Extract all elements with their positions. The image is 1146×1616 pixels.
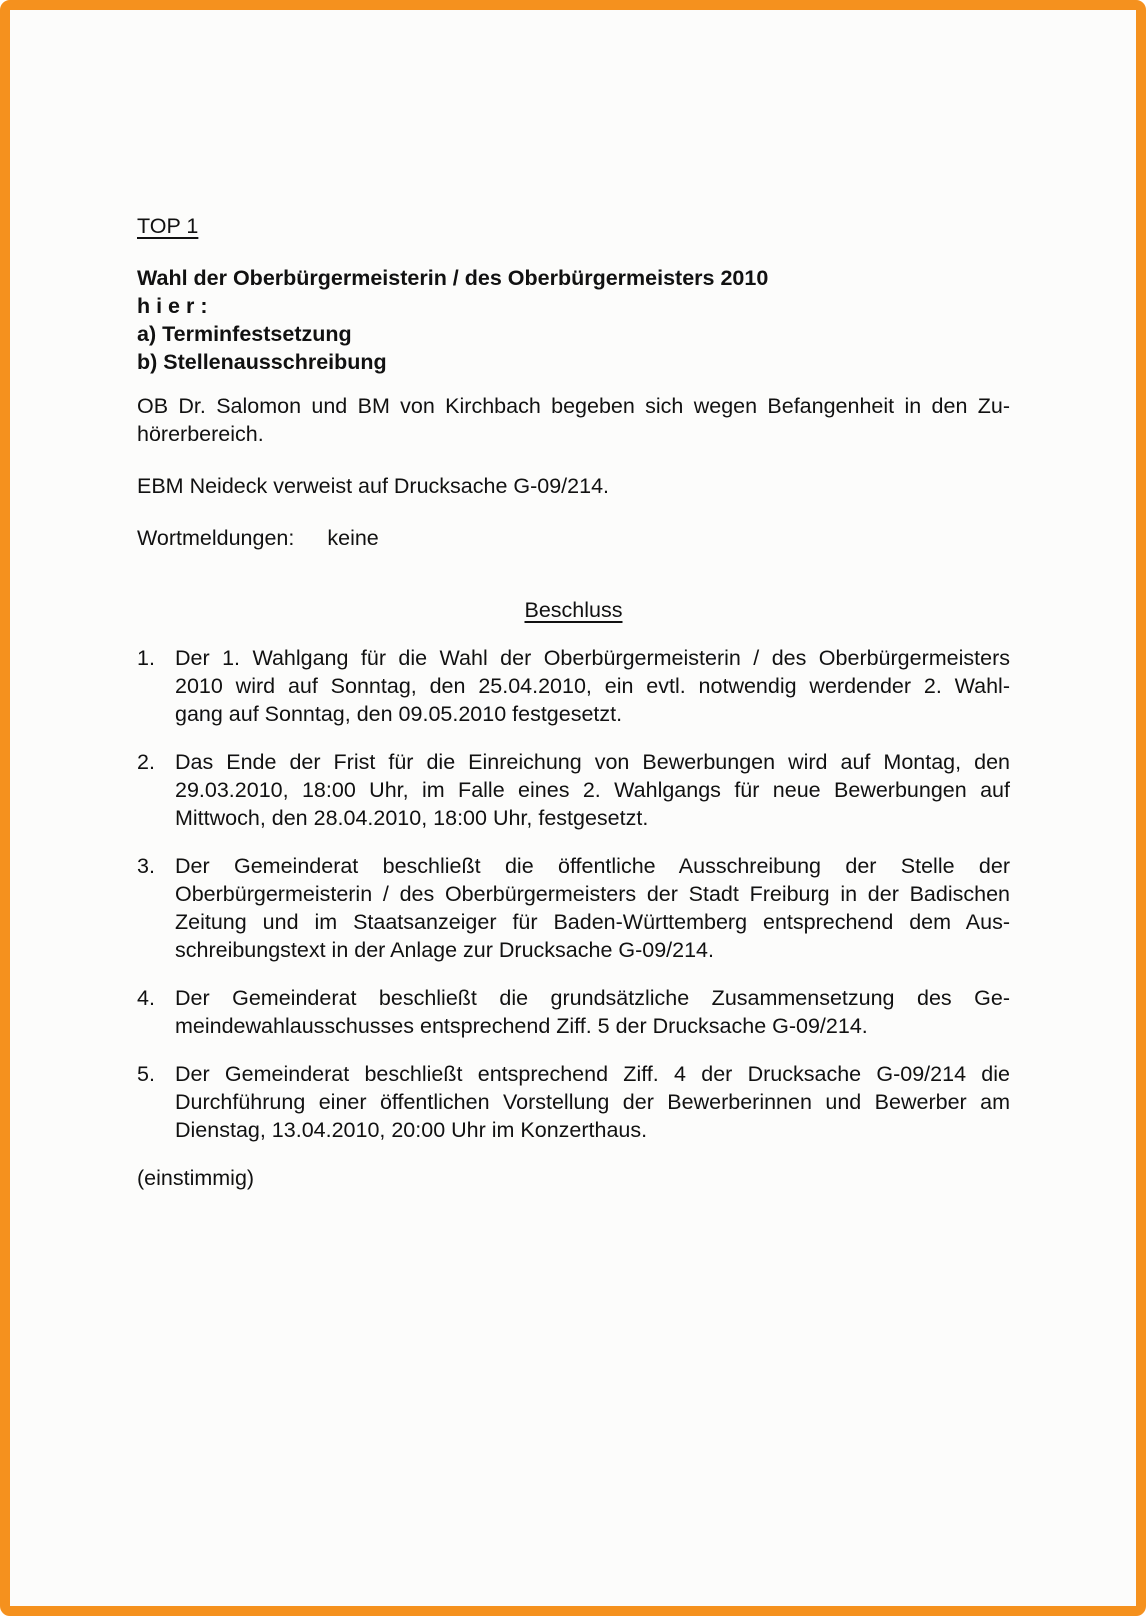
resolution-item (137, 984, 1010, 1040)
resolution-line: meindewahlausschusses entsprechend Ziff. 5 der Drucksache G-09/214. (175, 1014, 868, 1038)
resolution-item (137, 748, 1010, 832)
resolution-item (137, 852, 1010, 964)
resolution-line: Der Gemeinderat beschließt entsprechend Ziff. 4 der Drucksache G-09/214 die (175, 1062, 1010, 1086)
resolution-number: 4. (137, 986, 155, 1010)
intro-paragraphs (137, 392, 1010, 500)
resolution-body (175, 644, 1010, 728)
wortmeldungen-value: keine (327, 526, 379, 550)
title-line: Wahl der Oberbürgermeisterin / des Oberbürgermeisters 2010 (137, 266, 769, 290)
resolution-line: gang auf Sonntag, den 09.05.2010 festgesetzt. (175, 702, 623, 726)
resolution-line: schreibungstext in der Anlage zur Drucksache G-09/214. (175, 938, 714, 962)
resolution-line: Oberbürgermeisterin / des Oberbürgermeisters der Stadt Freiburg in der Badischen (175, 882, 1010, 906)
resolution-body (175, 984, 1010, 1040)
wortmeldungen-label: Wortmeldungen: (137, 526, 295, 550)
section-heading-text: Beschluss (524, 598, 623, 622)
paragraph-line: OB Dr. Salomon und BM von Kirchbach begeben sich wegen Befangenheit in den Zu- (137, 394, 1010, 418)
paragraph-line: hörerbereich. (137, 422, 264, 446)
resolution-body (175, 852, 1010, 964)
document-title (137, 264, 1010, 376)
wortmeldungen-row (137, 524, 1010, 552)
section-heading (137, 596, 1010, 624)
resolution-body (175, 748, 1010, 832)
paragraph-line: EBM Neideck verweist auf Drucksache G-09/214. (137, 474, 610, 498)
resolution-list (137, 644, 1010, 1144)
resolution-line: 2010 wird auf Sonntag, den 25.04.2010, ein evtl. notwendig werdender 2. Wahl- (175, 674, 1010, 698)
paragraph (137, 472, 1010, 500)
resolution-line: 29.03.2010, 18:00 Uhr, im Falle eines 2. Wahlgangs für neue Bewerbungen auf (175, 778, 1010, 802)
resolution-line: Dienstag, 13.04.2010, 20:00 Uhr im Konzerthaus. (175, 1118, 648, 1142)
resolution-item (137, 1060, 1010, 1144)
resolution-line: Das Ende der Frist für die Einreichung von Bewerbungen wird auf Montag, den (175, 750, 1010, 774)
title-line: b) Stellenausschreibung (137, 350, 387, 374)
agenda-item-label: TOP 1 (137, 214, 199, 238)
document-content (10, 10, 1136, 1192)
resolution-number: 5. (137, 1062, 155, 1086)
resolution-item (137, 644, 1010, 728)
resolution-body (175, 1060, 1010, 1144)
resolution-line: Durchführung einer öffentlichen Vorstellung der Bewerberinnen und Bewerber am (175, 1090, 1010, 1114)
resolution-line: Zeitung und im Staatsanzeiger für Baden-Württemberg entsprechend dem Aus- (175, 910, 1010, 934)
closing-note: (einstimmig) (137, 1166, 255, 1190)
resolution-line: Mittwoch, den 28.04.2010, 18:00 Uhr, festgesetzt. (175, 806, 649, 830)
resolution-line: Der 1. Wahlgang für die Wahl der Oberbürgermeisterin / des Oberbürgermeisters (175, 646, 1010, 670)
title-line: h i e r : (137, 294, 208, 318)
paragraph (137, 392, 1010, 448)
title-line: a) Terminfestsetzung (137, 322, 352, 346)
resolution-number: 2. (137, 750, 155, 774)
resolution-line: Der Gemeinderat beschließt die öffentliche Ausschreibung der Stelle der (175, 854, 1010, 878)
resolution-line: Der Gemeinderat beschließt die grundsätzliche Zusammensetzung des Ge- (175, 986, 1010, 1010)
resolution-number: 3. (137, 854, 155, 878)
resolution-number: 1. (137, 646, 155, 670)
